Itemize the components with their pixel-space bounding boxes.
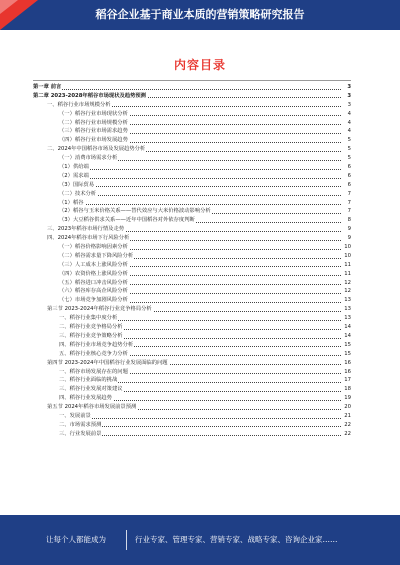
toc-entry-page: 14 [344,324,351,331]
page-footer [0,515,400,565]
toc-entry-page: 13 [344,306,351,313]
toc-entry[interactable] [33,261,351,270]
toc-entry-text: （1）稻谷 [59,199,84,206]
toc-entry[interactable] [33,234,351,243]
toc-entry-page: 16 [344,368,351,375]
toc-entry-text: 二、稻谷行业竞争格局分析 [59,324,123,331]
toc-entry[interactable] [33,341,351,350]
toc-entry-page: 8 [347,217,351,224]
toc-leader-dots [59,169,341,170]
toc-entry[interactable] [33,376,351,385]
toc-entry-page: 10 [344,244,351,251]
toc-entry-text: （三）人工成本上涨风险分析 [59,261,128,268]
toc-entry-text: 二、市场需求预测 [59,421,102,428]
toc-entry-page: 22 [344,421,351,428]
toc-leader-dots [59,204,341,205]
toc-entry-text: 一、发展前景 [59,412,91,419]
toc-entry-page: 16 [344,359,351,366]
toc-entry[interactable] [33,163,351,172]
toc-entry-page: 15 [344,341,351,348]
toc-entry-text: （三）稻谷行业市场需求趋势 [59,128,128,135]
toc-entry[interactable] [33,430,351,439]
toc-entry-page: 15 [344,350,351,357]
toc-entry[interactable] [33,181,351,190]
toc-entry-page: 4 [347,119,351,126]
toc-entry-page: 7 [347,208,351,215]
toc-entry-page: 19 [344,395,351,402]
toc-entry-page: 12 [344,288,351,295]
toc-entry-text: （一）稻谷行业市场现状分析 [59,110,128,117]
toc-leader-dots [59,186,341,187]
toc-entry[interactable] [33,412,351,421]
toc-entry-text: 四、稻谷行业发展趋势 [59,395,112,402]
toc-entry[interactable] [33,403,351,412]
toc-entry-text: 第五节 2024年稻谷市场发展前景预测 [47,404,137,411]
footer-slogan-left: 让每个人都能成为 [46,535,106,544]
toc-entry-text: （四）稻谷行业市场发展趋势 [59,137,128,144]
toc-entry-text: （二）技术分析 [59,190,97,197]
toc-entry-text: 一、稻谷市场发展存在的问题 [59,368,128,375]
toc-entry-page: 3 [347,84,351,90]
toc-entry-page: 13 [344,297,351,304]
toc-entry-page: 22 [344,430,351,437]
toc-entry-text: 四、稻谷行业市场竞争趋势分析 [59,341,134,348]
toc-entry[interactable] [33,92,351,101]
table-of-contents [33,83,351,439]
toc-entry-text: （3）大豆稻谷供求关系——近年中国稻谷对外依存度判断 [59,217,195,224]
toc-entry-page: 11 [344,270,351,277]
toc-entry-page: 6 [347,181,351,188]
toc-entry-text: （1）供给端 [59,164,89,171]
toc-entry-page: 4 [347,128,351,135]
toc-entry-text: 第三节 2023-2024年稻谷行业竞争格局分析 [47,306,152,313]
toc-entry[interactable] [33,207,351,216]
toc-entry-text: （一）稻谷价格影响因素分析 [59,244,128,251]
toc-entry-text: 五、稻谷行业核心竞争力分析 [59,350,128,357]
toc-entry[interactable] [33,279,351,288]
toc-entry-page: 21 [344,412,351,419]
toc-entry[interactable] [33,314,351,323]
toc-entry[interactable] [33,83,351,92]
toc-leader-dots [59,195,341,196]
toc-divider [33,80,351,81]
toc-entry-text: 三、行业发展前景 [59,430,102,437]
toc-entry-page: 5 [347,137,351,144]
toc-entry-text: （一）消费市场需求分析 [59,155,118,162]
toc-entry-text: （3）国际贸易 [59,181,95,188]
toc-entry[interactable] [33,110,351,119]
toc-entry[interactable] [33,350,351,359]
toc-leader-dots [33,89,341,90]
toc-entry-page: 14 [344,332,351,339]
toc-entry-page: 17 [344,377,351,384]
toc-entry-page: 5 [347,146,351,153]
toc-entry[interactable] [33,359,351,368]
toc-entry[interactable] [33,127,351,136]
toc-entry-text: （五）稻谷进口冲击风险分析 [59,279,128,286]
toc-entry-text: （四）农资价格上涨风险分析 [59,270,128,277]
toc-entry-page: 18 [344,386,351,393]
toc-entry-page: 10 [344,252,351,259]
toc-entry[interactable] [33,216,351,225]
toc-entry-page: 9 [347,235,351,242]
toc-entry-text: （二）稻谷行业市场规模分析 [59,119,128,126]
toc-entry[interactable] [33,101,351,110]
toc-entry[interactable] [33,270,351,279]
toc-entry-text: 三、2023年稻谷市场行情及走势 [47,226,125,233]
toc-entry-page: 12 [344,279,351,286]
toc-entry-text: 三、稻谷行业竞争策略分析 [59,332,123,339]
toc-entry-page: 9 [347,226,351,233]
toc-leader-dots [59,178,341,179]
toc-entry-text: 一、稻谷行业市场规模分析 [47,101,111,108]
toc-entry-text: 三、稻谷行业发展对策建议 [59,386,123,393]
toc-entry[interactable] [33,394,351,403]
toc-entry[interactable] [33,287,351,296]
toc-entry[interactable] [33,190,351,199]
toc-entry-text: 四、2024年稻谷市场下行风险分析 [47,235,130,242]
toc-entry-page: 3 [347,92,351,99]
toc-entry-text: （六）稻谷库存高企风险分析 [59,288,128,295]
toc-entry[interactable] [33,332,351,341]
toc-entry[interactable] [33,119,351,128]
toc-entry[interactable] [33,145,351,154]
toc-entry-text: （2）需求端 [59,172,89,179]
toc-entry[interactable] [33,225,351,234]
toc-entry[interactable] [33,421,351,430]
footer-separator [126,530,127,550]
toc-entry[interactable] [33,368,351,377]
page-header [0,0,400,30]
toc-entry-page: 7 [347,190,351,197]
toc-entry[interactable] [33,385,351,394]
toc-entry-text: （七）市场竞争加剧风险分析 [59,297,128,304]
toc-entry-page: 4 [347,110,351,117]
toc-entry-page: 11 [344,261,351,268]
toc-entry-text: 第四节 2023-2024年中国稻谷行业发展面临的问题 [47,359,168,366]
toc-entry-text: 第二章 2023-2028年稻谷市场现状及趋势预测 [33,92,146,99]
toc-entry[interactable] [33,296,351,305]
toc-entry-page: 20 [344,404,351,411]
toc-entry-text: （二）稻谷需求量下降风险分析 [59,252,134,259]
toc-entry-text: 二、2024年中国稻谷市场及发展趋势分析 [47,146,146,153]
toc-entry[interactable] [33,136,351,145]
toc-entry-page: 7 [347,199,351,206]
toc-entry-page: 5 [347,155,351,162]
toc-entry-text: （2）稻谷与玉米价格关系——替代效应与大米价格波动影响分析 [59,208,211,215]
toc-entry-page: 13 [344,315,351,322]
toc-entry-text: 二、稻谷行业面临的挑战 [59,377,118,384]
toc-entry-page: 6 [347,172,351,179]
toc-entry[interactable] [33,252,351,261]
toc-entry[interactable] [33,172,351,181]
toc-entry[interactable] [33,243,351,252]
toc-entry-page: 3 [347,101,351,108]
toc-entry[interactable] [33,199,351,208]
toc-leader-dots [59,418,341,419]
footer-slogan-right: 行业专家、管理专家、营销专家、战略专家、咨询企业家…… [135,535,338,544]
toc-heading: 内容目录 [173,58,226,72]
toc-entry[interactable] [33,154,351,163]
toc-entry-page: 6 [347,164,351,171]
toc-entry-text: 一、稻谷行业集中度分析 [59,315,118,322]
toc-entry[interactable] [33,323,351,332]
toc-entry[interactable] [33,305,351,314]
toc-entry-text: 第一章 前言 [33,84,62,90]
report-title: 稻谷企业基于商业本质的营销策略研究报告 [95,8,305,21]
